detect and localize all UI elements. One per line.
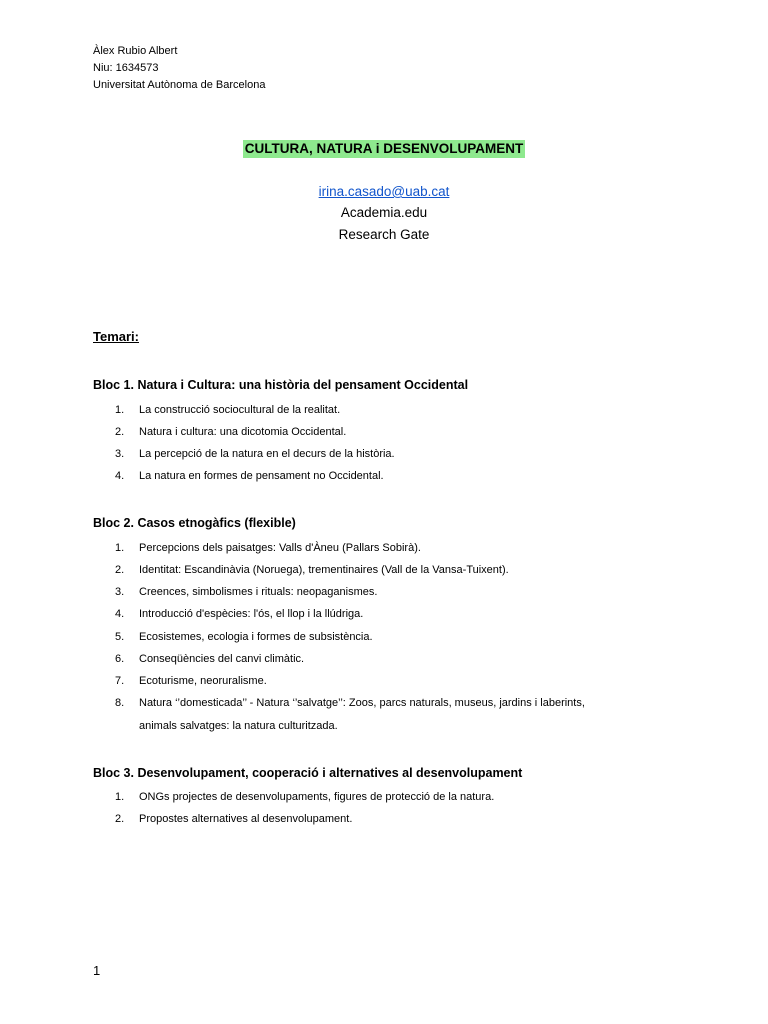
list-item-text: Ecoturisme, neoruralisme. bbox=[139, 675, 267, 687]
list-item-text: animals salvatges: la natura culturitzada. bbox=[139, 720, 338, 732]
list-item-number: 2. bbox=[115, 564, 125, 576]
list-item-number: 4. bbox=[115, 608, 125, 620]
list-item-text: ONGs projectes de desenvolupaments, figures de protecció de la natura. bbox=[139, 791, 495, 803]
list-item-text: Propostes alternatives al desenvolupament. bbox=[139, 813, 353, 825]
list-item-text: Identitat: Escandinàvia (Noruega), trementinaires (Vall de la Vansa-Tuixent). bbox=[139, 564, 509, 576]
list-item-text: Creences, simbolismes i rituals: neopaganismes. bbox=[139, 586, 378, 598]
list-item-number: 2. bbox=[115, 426, 125, 438]
list-item-number: 2. bbox=[115, 813, 125, 825]
list-item-text: La natura en formes de pensament no Occidental. bbox=[139, 470, 384, 482]
list-item-number: 5. bbox=[115, 631, 125, 643]
author-university: Universitat Autònoma de Barcelona bbox=[93, 79, 266, 91]
contact-research-gate: Research Gate bbox=[338, 227, 430, 242]
list-item-number: 6. bbox=[115, 653, 125, 665]
list-item-number: 8. bbox=[115, 697, 125, 709]
contact-email-link[interactable]: irina.casado@uab.cat bbox=[318, 184, 450, 199]
list-item-number: 4. bbox=[115, 470, 125, 482]
document-title: CULTURA, NATURA i DESENVOLUPAMENT bbox=[244, 141, 524, 156]
list-item-number: 1. bbox=[115, 404, 125, 416]
temari-heading: Temari: bbox=[93, 329, 139, 344]
title-wrapper bbox=[0, 140, 768, 158]
list-item-text: Natura i cultura: una dicotomia Occidental. bbox=[139, 426, 347, 438]
list-item-number: 1. bbox=[115, 542, 125, 554]
contact-email-row bbox=[0, 183, 768, 201]
bloc-2-title: Bloc 2. Casos etnogàfics (flexible) bbox=[93, 516, 296, 530]
list-item-number: 3. bbox=[115, 586, 125, 598]
list-item-text: Conseqüències del canvi climàtic. bbox=[139, 653, 305, 665]
list-item-number: 1. bbox=[115, 791, 125, 803]
list-item-text: Natura ‘’domesticada’’ - Natura ‘’salvatge’’: Zoos, parcs naturals, museus, jardins i laberints, bbox=[139, 697, 585, 709]
list-item-text: Percepcions dels paisatges: Valls d'Àneu (Pallars Sobirà). bbox=[139, 542, 421, 554]
bloc-1-title: Bloc 1. Natura i Cultura: una història del pensament Occidental bbox=[93, 378, 469, 392]
author-name: Àlex Rubio Albert bbox=[93, 45, 178, 57]
list-item-text: La percepció de la natura en el decurs de la història. bbox=[139, 448, 395, 460]
contact-academia: Academia.edu bbox=[340, 205, 428, 220]
list-item-text: Ecosistemes, ecologia i formes de subsistència. bbox=[139, 631, 373, 643]
author-niu: Niu: 1634573 bbox=[93, 62, 159, 74]
bloc-3-title: Bloc 3. Desenvolupament, cooperació i alternatives al desenvolupament bbox=[93, 766, 523, 780]
list-item-number: 7. bbox=[115, 675, 125, 687]
list-item-text: Introducció d'espècies: l'ós, el llop i la llúdriga. bbox=[139, 608, 364, 620]
list-item-number: 3. bbox=[115, 448, 125, 460]
list-item-text: La construcció sociocultural de la realitat. bbox=[139, 404, 341, 416]
page-number: 1 bbox=[93, 963, 101, 978]
